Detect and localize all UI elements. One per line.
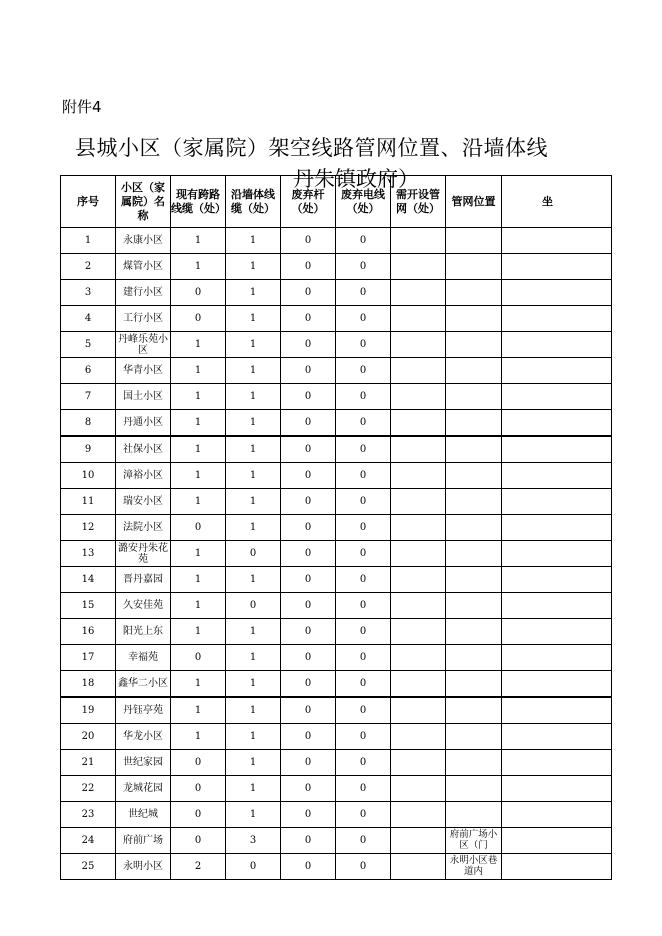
table-row xyxy=(61,254,612,280)
cell-index: 11 xyxy=(61,489,116,515)
table-row xyxy=(61,645,612,671)
table-row xyxy=(61,332,612,358)
table-row xyxy=(61,619,612,645)
cell-wall-cables: 1 xyxy=(226,671,281,698)
cell-community-name: 世纪城 xyxy=(116,802,171,828)
cell-conduit-location xyxy=(446,567,502,593)
cell-conduit-location xyxy=(446,541,502,567)
cell-coordinates xyxy=(502,697,612,724)
cell-coordinates xyxy=(502,593,612,619)
table-row xyxy=(61,697,612,724)
cell-conduit-location xyxy=(446,671,502,698)
cell-cross-road-cables: 1 xyxy=(171,358,226,384)
cell-index: 13 xyxy=(61,541,116,567)
cell-required-conduits xyxy=(391,854,446,880)
cell-abandoned-poles: 0 xyxy=(281,750,336,776)
cell-abandoned-poles: 0 xyxy=(281,776,336,802)
table-row xyxy=(61,436,612,463)
cell-index: 19 xyxy=(61,697,116,724)
table-row xyxy=(61,306,612,332)
cell-coordinates xyxy=(502,228,612,254)
cell-required-conduits xyxy=(391,802,446,828)
cell-community-name: 潞安丹朱花苑 xyxy=(116,541,171,567)
cell-abandoned-poles: 0 xyxy=(281,228,336,254)
cell-index: 6 xyxy=(61,358,116,384)
table-row xyxy=(61,724,612,750)
header-index: 序号 xyxy=(61,176,116,228)
cell-abandoned-wires: 0 xyxy=(336,384,391,410)
cell-index: 16 xyxy=(61,619,116,645)
cell-abandoned-wires: 0 xyxy=(336,254,391,280)
cell-community-name: 法院小区 xyxy=(116,515,171,541)
table-row xyxy=(61,750,612,776)
cell-abandoned-wires: 0 xyxy=(336,593,391,619)
cell-coordinates xyxy=(502,280,612,306)
cell-wall-cables: 0 xyxy=(226,541,281,567)
cell-abandoned-poles: 0 xyxy=(281,593,336,619)
cell-index: 25 xyxy=(61,854,116,880)
cell-wall-cables: 1 xyxy=(226,697,281,724)
cell-abandoned-poles: 0 xyxy=(281,489,336,515)
cell-index: 7 xyxy=(61,384,116,410)
cell-coordinates xyxy=(502,828,612,854)
cell-index: 10 xyxy=(61,463,116,489)
cell-abandoned-poles: 0 xyxy=(281,541,336,567)
cell-abandoned-wires: 0 xyxy=(336,463,391,489)
cell-abandoned-wires: 0 xyxy=(336,750,391,776)
cell-community-name: 煤管小区 xyxy=(116,254,171,280)
cell-abandoned-poles: 0 xyxy=(281,280,336,306)
cell-abandoned-wires: 0 xyxy=(336,854,391,880)
table-row xyxy=(61,776,612,802)
cell-abandoned-poles: 0 xyxy=(281,410,336,437)
cell-required-conduits xyxy=(391,410,446,437)
table-row xyxy=(61,541,612,567)
cell-cross-road-cables: 0 xyxy=(171,280,226,306)
cell-abandoned-poles: 0 xyxy=(281,697,336,724)
table-row xyxy=(61,854,612,880)
cell-required-conduits xyxy=(391,332,446,358)
cell-coordinates xyxy=(502,776,612,802)
cell-coordinates xyxy=(502,750,612,776)
cell-wall-cables: 1 xyxy=(226,410,281,437)
header-community-name: 小区（家属院）名称 xyxy=(116,176,171,228)
cell-required-conduits xyxy=(391,593,446,619)
cell-wall-cables: 1 xyxy=(226,254,281,280)
cell-cross-road-cables: 1 xyxy=(171,671,226,698)
header-wall-cables: 沿墙体线缆（处） xyxy=(226,176,281,228)
cell-required-conduits xyxy=(391,697,446,724)
cell-required-conduits xyxy=(391,828,446,854)
cell-cross-road-cables: 1 xyxy=(171,228,226,254)
cell-conduit-location xyxy=(446,802,502,828)
attachment-label: 附件4 xyxy=(62,98,102,116)
data-table-viewport xyxy=(60,175,557,877)
cell-cross-road-cables: 0 xyxy=(171,828,226,854)
cell-abandoned-wires: 0 xyxy=(336,489,391,515)
cell-community-name: 漳裕小区 xyxy=(116,463,171,489)
cell-abandoned-wires: 0 xyxy=(336,358,391,384)
cell-community-name: 阳光上东 xyxy=(116,619,171,645)
cell-coordinates xyxy=(502,645,612,671)
cell-coordinates xyxy=(502,332,612,358)
table-row xyxy=(61,280,612,306)
cell-community-name: 永康小区 xyxy=(116,228,171,254)
cell-coordinates xyxy=(502,541,612,567)
table-row xyxy=(61,593,612,619)
cell-required-conduits xyxy=(391,567,446,593)
header-required-conduits: 需开设管网（处） xyxy=(391,176,446,228)
cell-cross-road-cables: 1 xyxy=(171,436,226,463)
table-row xyxy=(61,828,612,854)
cell-coordinates xyxy=(502,802,612,828)
cell-cross-road-cables: 1 xyxy=(171,254,226,280)
cell-abandoned-poles: 0 xyxy=(281,332,336,358)
cell-wall-cables: 1 xyxy=(226,384,281,410)
table-row xyxy=(61,489,612,515)
cell-required-conduits xyxy=(391,384,446,410)
cell-abandoned-poles: 0 xyxy=(281,254,336,280)
cell-index: 22 xyxy=(61,776,116,802)
cell-abandoned-poles: 0 xyxy=(281,802,336,828)
cell-abandoned-wires: 0 xyxy=(336,306,391,332)
cell-cross-road-cables: 2 xyxy=(171,854,226,880)
cell-required-conduits xyxy=(391,776,446,802)
table-row xyxy=(61,515,612,541)
cell-wall-cables: 1 xyxy=(226,489,281,515)
cell-conduit-location: 永明小区巷道内 xyxy=(446,854,502,880)
cell-cross-road-cables: 1 xyxy=(171,463,226,489)
cell-required-conduits xyxy=(391,358,446,384)
cell-abandoned-wires: 0 xyxy=(336,332,391,358)
cell-conduit-location xyxy=(446,436,502,463)
cell-wall-cables: 3 xyxy=(226,828,281,854)
cell-cross-road-cables: 1 xyxy=(171,332,226,358)
cell-cross-road-cables: 1 xyxy=(171,697,226,724)
cell-conduit-location xyxy=(446,619,502,645)
header-coordinates: 坐 xyxy=(502,176,612,228)
cell-index: 20 xyxy=(61,724,116,750)
cell-conduit-location xyxy=(446,489,502,515)
cell-cross-road-cables: 1 xyxy=(171,619,226,645)
cell-abandoned-poles: 0 xyxy=(281,463,336,489)
cell-conduit-location xyxy=(446,332,502,358)
header-abandoned-wires: 废弃电线（处） xyxy=(336,176,391,228)
cell-abandoned-poles: 0 xyxy=(281,306,336,332)
cell-index: 3 xyxy=(61,280,116,306)
cell-community-name: 瑞安小区 xyxy=(116,489,171,515)
cell-index: 8 xyxy=(61,410,116,437)
cell-wall-cables: 1 xyxy=(226,802,281,828)
cell-required-conduits xyxy=(391,515,446,541)
cell-coordinates xyxy=(502,410,612,437)
cell-cross-road-cables: 1 xyxy=(171,489,226,515)
cell-cross-road-cables: 1 xyxy=(171,384,226,410)
cell-index: 21 xyxy=(61,750,116,776)
cell-wall-cables: 1 xyxy=(226,306,281,332)
table-row xyxy=(61,567,612,593)
cell-abandoned-poles: 0 xyxy=(281,724,336,750)
cell-wall-cables: 1 xyxy=(226,463,281,489)
cell-coordinates xyxy=(502,567,612,593)
cell-abandoned-poles: 0 xyxy=(281,671,336,698)
table-row xyxy=(61,463,612,489)
cell-abandoned-wires: 0 xyxy=(336,802,391,828)
cell-coordinates xyxy=(502,724,612,750)
cell-abandoned-wires: 0 xyxy=(336,645,391,671)
cell-wall-cables: 0 xyxy=(226,593,281,619)
cell-index: 1 xyxy=(61,228,116,254)
cell-community-name: 鑫华二小区 xyxy=(116,671,171,698)
cell-wall-cables: 1 xyxy=(226,724,281,750)
cell-community-name: 社保小区 xyxy=(116,436,171,463)
cell-abandoned-poles: 0 xyxy=(281,828,336,854)
header-cross-road-cables: 现有跨路线缆（处） xyxy=(171,176,226,228)
document-title: 县城小区（家属院）架空线路管网位置、沿墙体线 xyxy=(75,136,548,160)
cell-conduit-location xyxy=(446,776,502,802)
cell-cross-road-cables: 0 xyxy=(171,645,226,671)
cell-community-name: 幸福苑 xyxy=(116,645,171,671)
cell-community-name: 丹钰亭苑 xyxy=(116,697,171,724)
table-row xyxy=(61,410,612,437)
cell-conduit-location xyxy=(446,358,502,384)
cell-wall-cables: 1 xyxy=(226,515,281,541)
header-conduit-location: 管网位置 xyxy=(446,176,502,228)
cell-cross-road-cables: 1 xyxy=(171,593,226,619)
cell-abandoned-wires: 0 xyxy=(336,619,391,645)
cell-conduit-location xyxy=(446,463,502,489)
cell-abandoned-poles: 0 xyxy=(281,515,336,541)
cell-cross-road-cables: 1 xyxy=(171,724,226,750)
cell-conduit-location xyxy=(446,645,502,671)
cell-abandoned-poles: 0 xyxy=(281,384,336,410)
cell-wall-cables: 1 xyxy=(226,567,281,593)
document-subtitle: 丹朱镇政府） xyxy=(293,167,419,191)
cell-required-conduits xyxy=(391,228,446,254)
cell-cross-road-cables: 1 xyxy=(171,567,226,593)
cell-abandoned-wires: 0 xyxy=(336,671,391,698)
cell-community-name: 永明小区 xyxy=(116,854,171,880)
cell-index: 9 xyxy=(61,436,116,463)
cell-cross-road-cables: 0 xyxy=(171,802,226,828)
cell-community-name: 工行小区 xyxy=(116,306,171,332)
cell-conduit-location xyxy=(446,724,502,750)
cell-abandoned-wires: 0 xyxy=(336,228,391,254)
cell-conduit-location xyxy=(446,750,502,776)
cell-community-name: 华龙小区 xyxy=(116,724,171,750)
cell-index: 15 xyxy=(61,593,116,619)
cell-required-conduits xyxy=(391,254,446,280)
cell-conduit-location: 府前广场小区（门 xyxy=(446,828,502,854)
cell-abandoned-wires: 0 xyxy=(336,515,391,541)
table-row xyxy=(61,802,612,828)
cell-coordinates xyxy=(502,854,612,880)
cell-cross-road-cables: 0 xyxy=(171,776,226,802)
cell-abandoned-poles: 0 xyxy=(281,436,336,463)
cell-abandoned-poles: 0 xyxy=(281,854,336,880)
cell-community-name: 府前广场 xyxy=(116,828,171,854)
cell-cross-road-cables: 1 xyxy=(171,541,226,567)
cell-index: 2 xyxy=(61,254,116,280)
cell-conduit-location xyxy=(446,410,502,437)
cell-community-name: 久安佳苑 xyxy=(116,593,171,619)
cell-required-conduits xyxy=(391,750,446,776)
cell-index: 17 xyxy=(61,645,116,671)
table-body xyxy=(61,228,612,880)
cell-abandoned-wires: 0 xyxy=(336,776,391,802)
cell-conduit-location xyxy=(446,515,502,541)
cell-required-conduits xyxy=(391,671,446,698)
cell-community-name: 丹通小区 xyxy=(116,410,171,437)
cell-abandoned-wires: 0 xyxy=(336,280,391,306)
cell-coordinates xyxy=(502,254,612,280)
cell-abandoned-poles: 0 xyxy=(281,567,336,593)
table-row xyxy=(61,358,612,384)
cell-conduit-location xyxy=(446,228,502,254)
cell-conduit-location xyxy=(446,254,502,280)
cell-abandoned-wires: 0 xyxy=(336,410,391,437)
cell-coordinates xyxy=(502,436,612,463)
cell-coordinates xyxy=(502,384,612,410)
cell-wall-cables: 1 xyxy=(226,619,281,645)
cell-wall-cables: 1 xyxy=(226,750,281,776)
cell-wall-cables: 0 xyxy=(226,854,281,880)
cell-wall-cables: 1 xyxy=(226,280,281,306)
cell-required-conduits xyxy=(391,489,446,515)
cell-required-conduits xyxy=(391,645,446,671)
cell-index: 23 xyxy=(61,802,116,828)
cell-wall-cables: 1 xyxy=(226,776,281,802)
cell-abandoned-wires: 0 xyxy=(336,436,391,463)
cell-coordinates xyxy=(502,619,612,645)
cell-conduit-location xyxy=(446,593,502,619)
cell-abandoned-wires: 0 xyxy=(336,828,391,854)
cell-community-name: 国土小区 xyxy=(116,384,171,410)
cell-required-conduits xyxy=(391,306,446,332)
cell-abandoned-wires: 0 xyxy=(336,697,391,724)
cell-abandoned-poles: 0 xyxy=(281,645,336,671)
cell-cross-road-cables: 1 xyxy=(171,410,226,437)
header-row xyxy=(61,176,612,228)
cell-cross-road-cables: 0 xyxy=(171,750,226,776)
cell-abandoned-poles: 0 xyxy=(281,358,336,384)
cell-abandoned-wires: 0 xyxy=(336,541,391,567)
cell-index: 5 xyxy=(61,332,116,358)
cell-coordinates xyxy=(502,671,612,698)
cell-coordinates xyxy=(502,463,612,489)
cell-required-conduits xyxy=(391,724,446,750)
cell-wall-cables: 1 xyxy=(226,228,281,254)
cell-conduit-location xyxy=(446,384,502,410)
cell-required-conduits xyxy=(391,541,446,567)
cell-community-name: 世纪家园 xyxy=(116,750,171,776)
cell-wall-cables: 1 xyxy=(226,332,281,358)
cell-index: 24 xyxy=(61,828,116,854)
cell-coordinates xyxy=(502,489,612,515)
cell-community-name: 建行小区 xyxy=(116,280,171,306)
cell-wall-cables: 1 xyxy=(226,645,281,671)
cell-required-conduits xyxy=(391,436,446,463)
cell-required-conduits xyxy=(391,280,446,306)
cell-conduit-location xyxy=(446,697,502,724)
cell-index: 4 xyxy=(61,306,116,332)
cell-abandoned-poles: 0 xyxy=(281,619,336,645)
cell-index: 14 xyxy=(61,567,116,593)
cell-abandoned-wires: 0 xyxy=(336,567,391,593)
table-row xyxy=(61,228,612,254)
cell-community-name: 晋丹嘉园 xyxy=(116,567,171,593)
cell-abandoned-wires: 0 xyxy=(336,724,391,750)
cell-community-name: 龙城花园 xyxy=(116,776,171,802)
cell-community-name: 丹峰乐苑小区 xyxy=(116,332,171,358)
cell-required-conduits xyxy=(391,619,446,645)
cell-index: 12 xyxy=(61,515,116,541)
cell-cross-road-cables: 0 xyxy=(171,515,226,541)
cell-conduit-location xyxy=(446,306,502,332)
cell-conduit-location xyxy=(446,280,502,306)
table-row xyxy=(61,671,612,698)
cell-cross-road-cables: 0 xyxy=(171,306,226,332)
cell-index: 18 xyxy=(61,671,116,698)
table-row xyxy=(61,384,612,410)
cell-wall-cables: 1 xyxy=(226,436,281,463)
cell-coordinates xyxy=(502,306,612,332)
data-table xyxy=(60,175,612,880)
title-area xyxy=(60,128,557,191)
cell-coordinates xyxy=(502,358,612,384)
cell-wall-cables: 1 xyxy=(226,358,281,384)
cell-coordinates xyxy=(502,515,612,541)
header-abandoned-poles: 废弃杆（处） xyxy=(281,176,336,228)
cell-required-conduits xyxy=(391,463,446,489)
cell-community-name: 华青小区 xyxy=(116,358,171,384)
